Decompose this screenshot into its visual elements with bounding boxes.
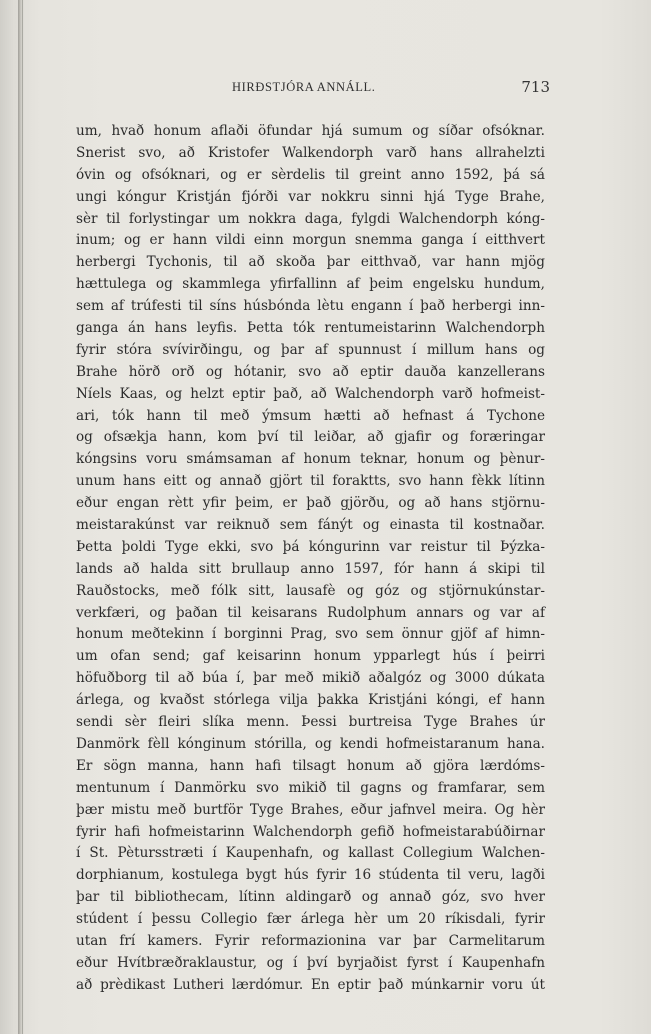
text-line: þar til bibliothecam, lítinn aldingarð og annað góz, svo hver: [76, 889, 545, 906]
text-line: ungi kóngur Kristján fjórði var nokkru sinni hjá Tyge Brahe,: [76, 188, 545, 205]
text-line: sendi sèr fleiri slíka menn. Þessi burtreisa Tyge Brahes úr: [76, 714, 545, 731]
text-line: utan frí kamers. Fyrir reformazionina var þar Carmelitarum: [76, 932, 545, 949]
text-line: árlega, og kvaðst stórlega vilja þakka Kristjáni kóngi, ef hann: [76, 692, 545, 709]
text-line: fyrir hafi hofmeistarinn Walchendorph gefið hofmeistarabúðirnar: [76, 823, 545, 840]
text-line: mentunum í Danmörku svo mikið til gagns og framfarar, sem: [76, 779, 545, 796]
text-line: lands að halda sitt brullaup anno 1597, fór hann á skipi til: [76, 560, 545, 577]
text-line: eður Hvítbræðraklaustur, og í því byrjaðist fyrst í Kaupenhafn: [76, 954, 545, 971]
running-head: HIRÐSTJÓRA ANNÁLL.: [232, 80, 376, 94]
text-line: kóngsins voru smámsaman af honum teknar, honum og þènur-: [76, 451, 545, 468]
text-line: Er sögn manna, hann hafi tilsagt honum að gjöra lærdóms-: [76, 757, 545, 774]
text-line: Þetta þoldi Tyge ekki, svo þá kóngurinn var reistur til Þýzka-: [76, 538, 545, 555]
text-line: herbergi Tychonis, til að skoða þar eitthvað, var hann mjög: [76, 254, 545, 271]
text-line: fyrir stóra svívirðingu, og þar af spunnust í millum hans og: [76, 341, 545, 358]
text-line: hættulega og skammlega yfirfallinn af þeim engelsku hundum,: [76, 276, 545, 293]
text-line: um, hvað honum aflaði öfundar hjá sumum og síðar ofsóknar.: [76, 123, 545, 139]
text-line: sèr til forlystingar um nokkra daga, fylgdi Walchendorph kóng-: [76, 210, 545, 227]
text-line: Rauðstocks, með fólk sitt, lausafè og góz og stjörnukúnstar-: [76, 582, 545, 599]
text-line: ari, tók hann til með ýmsum hætti að hefnast á Tychone: [76, 407, 545, 424]
text-line: að prèdikast Lutheri lærdómur. En eptir það múnkarnir voru út: [76, 976, 545, 993]
binding-gutter-line: [22, 0, 23, 1034]
text-line: meistarakúnst var reiknuð sem fánýt og einasta til kostnaðar.: [76, 517, 545, 534]
text-line: þær mistu með burtför Tyge Brahes, eður jafnvel meira. Og hèr: [76, 801, 545, 818]
text-line: verkfæri, og þaðan til keisarans Rudolphum annars og var af: [76, 604, 545, 621]
text-line: eður engan rètt yfir þeim, er það gjörðu, og að hans stjörnu-: [76, 495, 545, 512]
text-line: um ofan send; gaf keisarinn honum ypparlegt hús í þeirri: [76, 648, 545, 665]
text-line: ganga án hans leyfis. Þetta tók rentumeistarinn Walchendorph: [76, 320, 545, 337]
text-line: dorphianum, kostulega bygt hús fyrir 16 stúdenta til veru, lagði: [76, 867, 545, 884]
body-text: [76, 121, 545, 997]
page-header: [80, 80, 550, 102]
page-number: 713: [521, 78, 550, 96]
text-line: Brahe hörð orð og hótanir, svo að eptir dauða kanzellerans: [76, 363, 545, 380]
text-line: inum; og er hann vildi einn morgun snemma ganga í eitthvert: [76, 232, 545, 249]
text-line: Níels Kaas, og helzt eptir það, að Walchendorph varð hofmeist-: [76, 385, 545, 402]
text-line: höfuðborg til að búa í, þar með mikið aðalgóz og 3000 dúkata: [76, 670, 545, 687]
text-line: unum hans eitt og annað gjört til foraktts, svo hann fèkk lítinn: [76, 473, 545, 490]
binding-gutter-shadow: [18, 0, 24, 1034]
text-line: og ofsækja hann, kom því til leiðar, að gjafir og foræringar: [76, 429, 545, 446]
text-line: honum meðtekinn í borginni Prag, svo sem önnur gjöf af himn-: [76, 626, 545, 643]
text-line: stúdent í þessu Collegio fær árlega hèr um 20 ríkisdali, fyrir: [76, 911, 545, 928]
text-line: Snerist svo, að Kristofer Walkendorph varð hans allrahelzti: [76, 144, 545, 161]
text-line: óvin og ofsóknari, og er sèrdelis til greint anno 1592, þá sá: [76, 166, 545, 183]
text-line: sem af trúfesti til síns húsbónda lètu engann í það herbergi inn-: [76, 298, 545, 315]
text-line: í St. Pètursstræti í Kaupenhafn, og kallast Collegium Walchen-: [76, 845, 545, 862]
text-line: Danmörk fèll kónginum stórilla, og kendi hofmeistaranum hana.: [76, 735, 545, 752]
